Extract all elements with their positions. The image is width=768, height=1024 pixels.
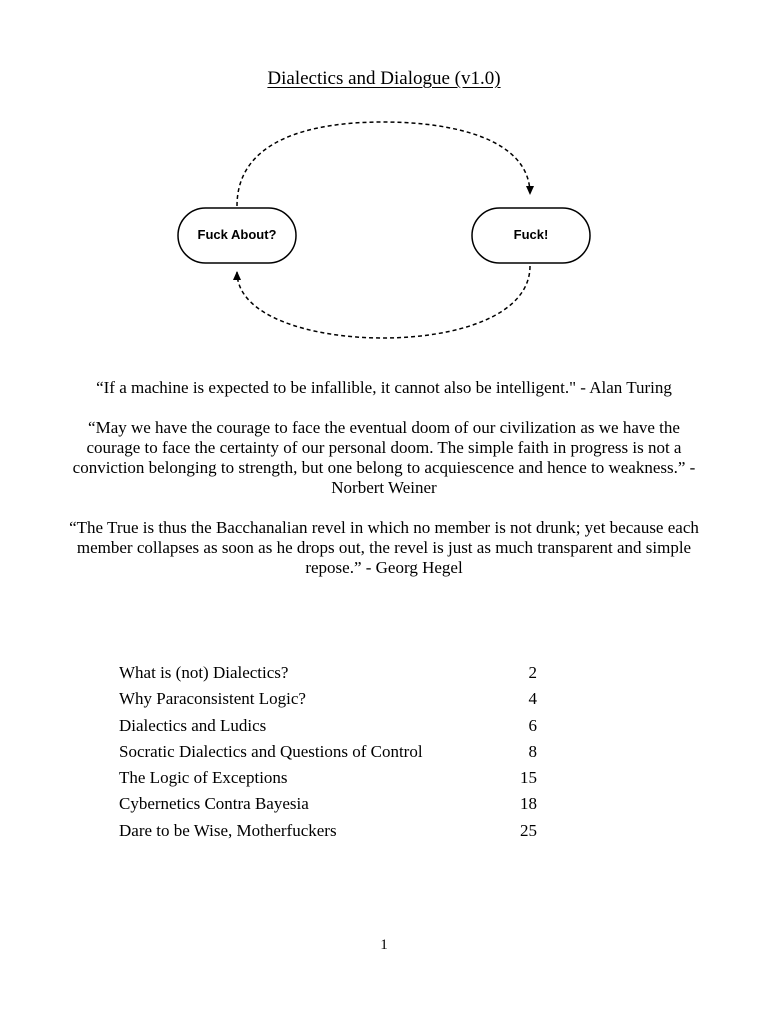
toc-entry-page: 15 bbox=[520, 768, 537, 788]
top-dashed-arrow bbox=[237, 122, 530, 206]
toc-entry-page: 4 bbox=[528, 689, 537, 709]
toc-entry-page: 18 bbox=[520, 794, 537, 814]
fuck-label: Fuck! bbox=[513, 227, 549, 242]
toc-entry bbox=[119, 713, 537, 739]
page-number: 1 bbox=[380, 937, 388, 953]
fuck-about-label: Fuck About? bbox=[197, 227, 277, 242]
toc-entry-title: Socratic Dialectics and Questions of Control bbox=[119, 741, 423, 761]
toc-entry bbox=[119, 739, 537, 765]
toc-entry-title: Cybernetics Contra Bayesia bbox=[119, 794, 309, 814]
quote-hegel: “The True is thus the Bacchanalian revel in which no member is not drunk; yet because each member collapses as soon as he drops out, the revel is just as much transparent and simple repose.” - Georg Hegel bbox=[69, 518, 699, 577]
toc-entry bbox=[119, 818, 537, 844]
toc-entry bbox=[119, 686, 537, 712]
bottom-dashed-arrow bbox=[237, 266, 530, 338]
quote-turing: “If a machine is expected to be infallible, it cannot also be intelligent." - Alan Turing bbox=[96, 378, 672, 397]
toc-entry-title: Dare to be Wise, Motherfuckers bbox=[119, 820, 337, 840]
table-of-contents bbox=[119, 660, 537, 844]
toc-entry-page: 25 bbox=[520, 820, 537, 840]
toc-entry-title: What is (not) Dialectics? bbox=[119, 663, 289, 682]
toc-entry bbox=[119, 791, 537, 817]
toc-entry-title: Why Paraconsistent Logic? bbox=[119, 689, 306, 709]
toc-entry bbox=[119, 660, 537, 686]
epigraphs bbox=[60, 378, 708, 598]
quote-weiner: “May we have the courage to face the eventual doom of our civilization as we have the courage to face the certainty of our personal doom. The simple faith in progress is not a conviction belonging to strength, but one belong to acquiescence and hence to weakness.” - Norbert Weiner bbox=[72, 418, 696, 497]
cycle-diagram bbox=[0, 110, 768, 370]
document-title: Dialectics and Dialogue (v1.0) bbox=[267, 68, 501, 89]
toc-entry-title: Dialectics and Ludics bbox=[119, 715, 267, 735]
toc-entry bbox=[119, 765, 537, 791]
toc-entry-page: 8 bbox=[528, 741, 537, 761]
toc-entry-page: 2 bbox=[528, 663, 537, 682]
toc-entry-page: 6 bbox=[528, 715, 537, 735]
toc-entry-title: The Logic of Exceptions bbox=[119, 768, 288, 788]
